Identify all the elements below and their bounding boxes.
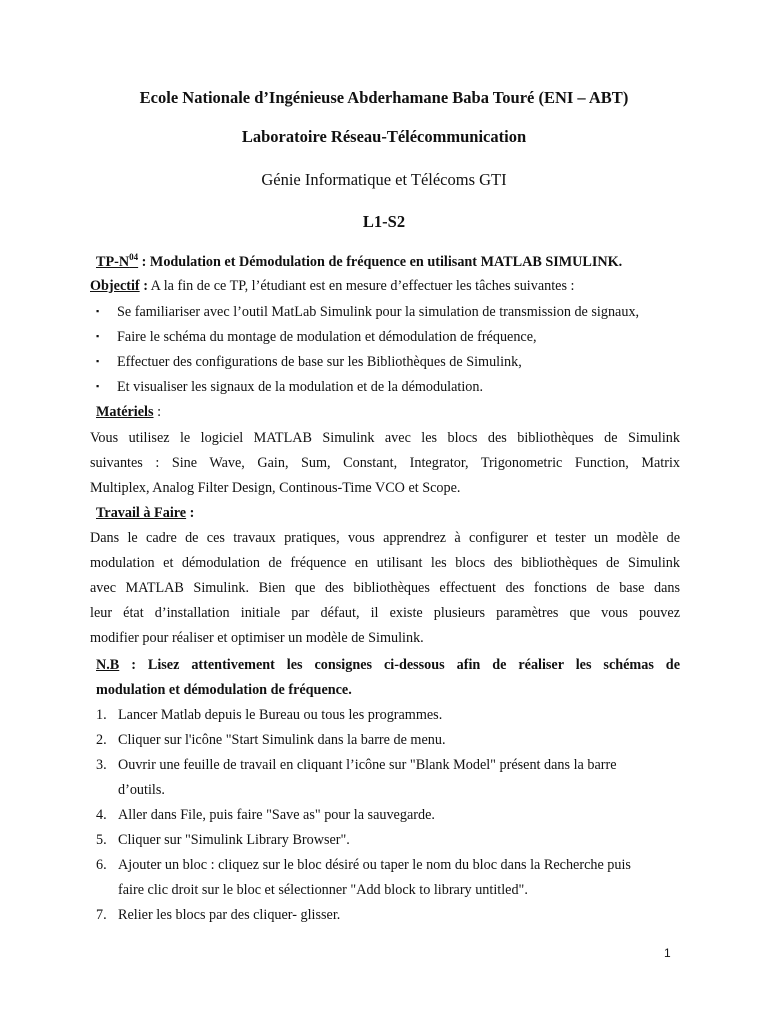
tp-title-line <box>96 252 680 272</box>
step-item-continuation: d’outils. <box>118 782 165 798</box>
travail-paragraph-line: modulation et démodulation de fréquence en utilisant les blocs des bibliothèques de Simulink <box>90 555 680 571</box>
bullet-square-icon: ▪ <box>96 306 100 316</box>
objectif-label: Objectif <box>90 278 140 294</box>
materiels-paragraph-line: suivantes : Sine Wave, Gain, Sum, Constant, Integrator, Trigonometric Function, Matrix <box>90 455 680 471</box>
bullet-square-icon: ▪ <box>96 331 100 341</box>
materiels-label: Matériels <box>96 404 154 420</box>
step-item-continuation: faire clic droit sur le bloc et sélectionner "Add block to library untitled". <box>118 882 528 898</box>
step-item: 5. Cliquer sur "Simulink Library Browser". <box>96 832 350 848</box>
step-item: 1. Lancer Matlab depuis le Bureau ou tous les programmes. <box>96 707 443 723</box>
materiels-paragraph-line: Multiplex, Analog Filter Design, Continous-Time VCO et Scope. <box>90 480 461 496</box>
step-item: 7. Relier les blocs par des cliquer- glisser. <box>96 907 341 923</box>
level-title: L1-S2 <box>362 212 406 231</box>
travail-paragraph-line: modifier pour réaliser et optimiser un modèle de Simulink. <box>90 630 424 646</box>
travail-paragraph-line: Dans le cadre de ces travaux pratiques, vous apprendrez à configurer et tester un modèle de <box>90 530 680 546</box>
bullet-square-icon: ▪ <box>96 381 100 391</box>
nb-label: N.B <box>96 657 120 673</box>
step-item: 2. Cliquer sur l'icône "Start Simulink dans la barre de menu. <box>96 732 446 748</box>
objectif-item: ▪ Faire le schéma du montage de modulation et démodulation de fréquence, <box>96 326 537 347</box>
department-title: Génie Informatique et Télécoms GTI <box>261 170 507 189</box>
objectif-item: ▪ Effectuer des configurations de base sur les Bibliothèques de Simulink, <box>96 351 522 372</box>
step-item: 3. Ouvrir une feuille de travail en cliquant l’icône sur "Blank Model" présent dans la barre <box>96 757 617 773</box>
objectif-intro: A la fin de ce TP, l’étudiant est en mesure d’effectuer les tâches suivantes : <box>147 278 575 294</box>
materiels-paragraph-line: Vous utilisez le logiciel MATLAB Simulink avec les blocs des bibliothèques de Simulink <box>90 430 680 446</box>
tp-title: : Modulation et Démodulation de fréquence en utilisant MATLAB SIMULINK. <box>138 254 623 270</box>
tp-label: $TP-N^{04}$ <box>96 252 139 270</box>
school-title: Ecole Nationale d’Ingénieuse Abderhamane Baba Touré (ENI – ABT) <box>139 88 629 107</box>
nb-line-2: modulation et démodulation de fréquence. <box>96 682 352 698</box>
materiels-heading: Matériels : <box>96 404 162 420</box>
lab-title: Laboratoire Réseau-Télécommunication <box>241 127 527 146</box>
step-item: 4. Aller dans File, puis faire "Save as" pour la sauvegarde. <box>96 807 435 823</box>
page-number: 1 <box>664 946 671 960</box>
travail-paragraph-line: leur état d’installation initiale par défaut, il existe plusieurs paramètres que vous pouvez <box>90 605 680 621</box>
objectif-line: Objectif : A la fin de ce TP, l’étudiant est en mesure d’effectuer les tâches suivantes : <box>90 278 575 294</box>
travail-paragraph-line: avec MATLAB Simulink. Bien que des bibliothèques effectuent des fonctions de base dans <box>90 580 680 596</box>
step-item: 6. Ajouter un bloc : cliquez sur le bloc désiré ou taper le nom du bloc dans la Recherche puis <box>96 857 631 873</box>
bullet-square-icon: ▪ <box>96 356 100 366</box>
objectif-item: ▪ Se familiariser avec l’outil MatLab Simulink pour la simulation de transmission de signaux, <box>96 301 639 322</box>
travail-heading: Travail à Faire : <box>96 505 195 521</box>
nb-line: N.B : Lisez attentivement les consignes ci-dessous afin de réaliser les schémas de <box>96 657 680 673</box>
travail-label: Travail à Faire <box>96 505 187 521</box>
objectif-item: ▪ Et visualiser les signaux de la modulation et de la démodulation. <box>96 376 483 397</box>
